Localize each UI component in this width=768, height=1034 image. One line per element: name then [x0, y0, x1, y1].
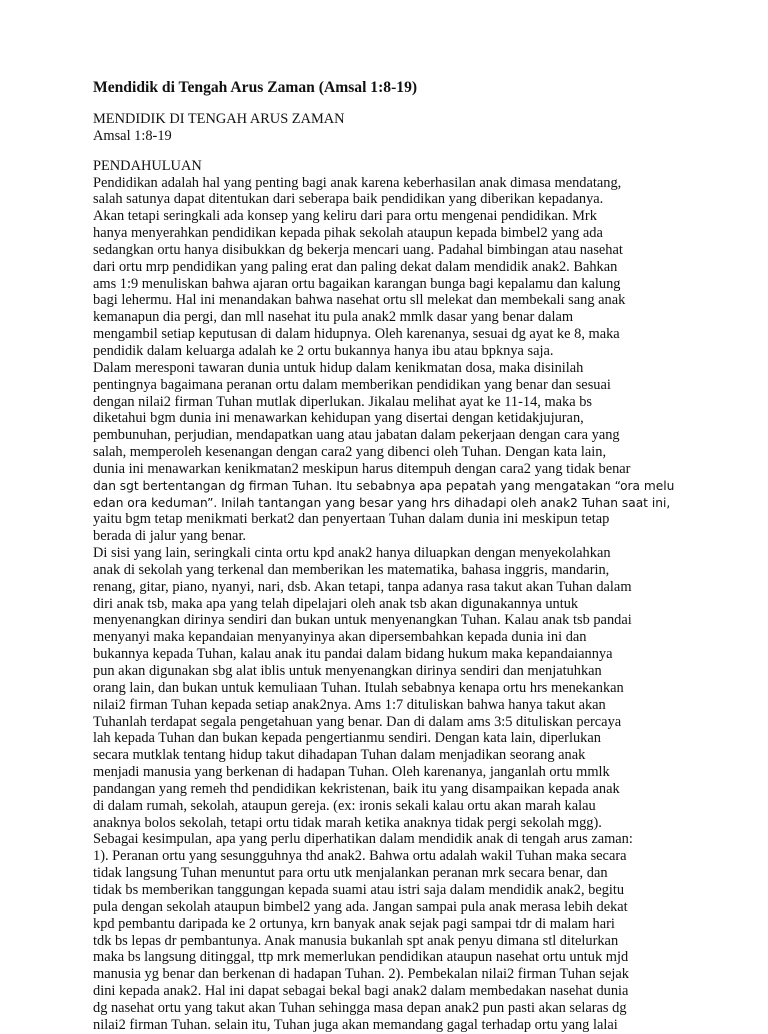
body-line: dan sgt bertentangan dg firman Tuhan. Itu sebabnya apa pepatah yang mengatakan “ora melu	[93, 478, 675, 493]
body-line: dunia ini menawarkan kenikmatan2 meskipun harus ditempuh dengan cara2 yang tidak benar	[93, 460, 631, 477]
body-line: yaitu bgm tetap menikmati berkat2 dan penyertaan Tuhan dalam dunia ini meskipun tetap	[93, 511, 610, 528]
body-line: ams 1:9 menuliskan bahwa ajaran ortu bagaikan karangan bunga bagi kepalamu dan kalung	[93, 275, 621, 292]
body-line: mengambil setiap keputusan di dalam hidupnya. Oleh karenanya, sesuai dg ayat ke 8, maka	[93, 326, 620, 343]
body-text	[93, 158, 683, 1034]
body-line: berada di jalur yang benar.	[93, 528, 247, 545]
body-line: menyanyi maka kepandaian menyanyinya akan dipersembahkan kepada dunia ini dan	[93, 629, 587, 646]
body-line: Tuhanlah terdapat segala pengetahuan yang benar. Dan di dalam ams 3:5 dituliskan percaya	[93, 713, 622, 730]
body-line: anaknya bolos sekolah, tetapi ortu tidak marah ketika anaknya tidak pergi sekolah mgg).	[93, 814, 602, 831]
body-line: diketahui bgm dunia ini menawarkan kehidupan yang disertai dengan ketidakjujuran,	[93, 410, 584, 427]
body-line: kpd pembantu daripada ke 2 ortunya, krn banyak anak sejak pagi sampai tdr di malam hari	[93, 915, 615, 932]
subtitle-block	[93, 111, 683, 145]
body-line: pun akan digunakan sbg alat iblis untuk menyenangkan dirinya sendiri dan menjatuhkan	[93, 663, 602, 679]
document-title: Mendidik di Tengah Arus Zaman (Amsal 1:8-19)	[93, 79, 418, 96]
body-line: manusia yg benar dan berkenan di hadapan Tuhan. 2). Pembekalan nilai2 firman Tuhan sejak	[93, 966, 629, 983]
body-line: dengan nilai2 firman Tuhan mutlak diperlukan. Jikalau melihat ayat ke 11-14, maka bs	[93, 393, 593, 410]
body-line: hanya menyerahkan pendidikan kepada pihak sekolah ataupun kepada bimbel2 yang ada	[93, 225, 603, 242]
body-line: dini kepada anak2. Hal ini dapat sebagai bekal bagi anak2 dalam membedakan nasehat dunia	[93, 983, 629, 1000]
body-line: Dalam meresponi tawaran dunia untuk hidup dalam kenikmatan dosa, maka disinilah	[93, 359, 584, 376]
body-line: tdk bs lepas dr pembantunya. Anak manusia bukanlah spt anak penyu dimana stl ditelurkan	[93, 932, 619, 949]
body-line: renang, gitar, piano, nyanyi, nari, dsb. Akan tetapi, tanpa adanya rasa takut akan Tuhan dalam	[93, 578, 632, 595]
body-line: 1). Peranan ortu yang sesungguhnya thd anak2. Bahwa ortu adalah wakil Tuhan maka secara	[93, 848, 627, 865]
subtitle-reference: Amsal 1:8-19	[93, 127, 172, 144]
body-line: tidak bs memberikan tanggungan kepada suami atau istri saja dalam mendidik anak2, begitu	[93, 881, 625, 898]
body-line: dari ortu mrp pendidikan yang paling erat dan paling dekat dalam mendidik anak2. Bahkan	[93, 258, 618, 275]
body-line: Di sisi yang lain, seringkali cinta ortu kpd anak2 hanya diluapkan dengan menyekolahkan	[93, 545, 611, 562]
body-line: kemanapun dia pergi, dan mll nasehat itu pula anak2 mmlk dasar yang benar dalam	[93, 309, 574, 326]
body-line: pendidik dalam keluarga adalah ke 2 ortu bukannya hanya ibu atau bpknya saja.	[93, 342, 554, 359]
body-line: Akan tetapi seringkali ada konsep yang keliru dari para ortu mengenai pendidikan. Mrk	[93, 208, 597, 225]
body-line: anak di sekolah yang terkenal dan memberikan les matematika, bahasa inggris, mandarin,	[93, 561, 610, 578]
body-line: bagi lehermu. Hal ini menandakan bahwa nasehat ortu sll melekat dan membekali sang anak	[93, 292, 626, 309]
document-content	[93, 78, 683, 1034]
body-line: nilai2 firman Tuhan. selain itu, Tuhan juga akan memandang gagal terhadap ortu yang lalai	[93, 1016, 618, 1033]
body-line: pentingnya bagaimana peranan ortu dalam memberikan pendidikan yang benar dan sesuai	[93, 376, 611, 393]
body-line: nilai2 firman Tuhan kepada setiap anak2nya. Ams 1:7 dituliskan bahwa hanya takut akan	[93, 696, 606, 713]
body-line: diri anak tsb, maka apa yang telah dipelajari oleh anak tsb akan digunakannya untuk	[93, 595, 579, 612]
body-line: orang lain, dan bukan untuk kemuliaan Tuhan. Itulah sebabnya kenapa ortu hrs menekankan	[93, 679, 624, 696]
body-line: Pendidikan adalah hal yang penting bagi anak karena keberhasilan anak dimasa mendatang,	[93, 174, 622, 191]
body-line: salah satunya dapat ditentukan dari seberapa baik pendidikan yang diberikan kepadanya.	[93, 191, 604, 208]
body-line: menjadi manusia yang berkenan di hadapan Tuhan. Oleh karenanya, janganlah ortu mmlk	[93, 764, 610, 781]
body-line: pandangan yang remeh thd pendidikan kekristenan, baik itu yang disampaikan kepada anak	[93, 780, 620, 797]
body-line: salah, memperoleh kesenangan dengan cara2 yang dibenci oleh Tuhan. Dengan kata lain,	[93, 444, 607, 461]
body-line: maka bs langsung ditinggal, ttp mrk memerlukan pendidikan ataupun nasehat ortu untuk mjd	[93, 949, 629, 966]
body-line: secara mutklak tentang hidup takut dihadapan Tuhan dalam menjadikan seorang anak	[93, 747, 586, 764]
body-line: dg nasehat ortu yang takut akan Tuhan sehingga masa depan anak2 pun pasti akan selaras dg	[93, 999, 627, 1016]
body-line: edan ora keduman”. Inilah tantangan yang besar yang hrs dihadapi oleh anak2 Tuhan saat ini,	[93, 495, 671, 510]
body-line: pembunuhan, perjudian, mendapatkan uang atau jabatan dalam pekerjaan dengan cara yang	[93, 427, 620, 444]
subtitle-line: MENDIDIK DI TENGAH ARUS ZAMAN	[93, 111, 345, 127]
body-line: bukannya kepada Tuhan, kalau anak itu pandai dalam bidang hukum maka kepandaiannya	[93, 646, 613, 663]
body-line: tidak langsung Tuhan menuntut para ortu utk menjalankan peranan mrk secara benar, dan	[93, 865, 608, 882]
body-line: sedangkan ortu hanya disibukkan dg bekerja mencari uang. Padahal bimbingan atau nasehat	[93, 241, 623, 258]
body-line: pula dengan sekolah ataupun bimbel2 yang ada. Jangan sampai pula anak merasa lebih dekat	[93, 898, 628, 915]
body-line: menyenangkan dirinya sendiri dan bukan untuk menyenangkan Tuhan. Kalau anak tsb pandai	[93, 612, 632, 629]
body-line: lah kepada Tuhan dan bukan kepada pengertianmu sendiri. Dengan kata lain, diperlukan	[93, 730, 601, 747]
body-line: di dalam rumah, sekolah, ataupun gereja. (ex: ironis sekali kalau ortu akan marah kalau	[93, 797, 596, 814]
body-line: Sebagai kesimpulan, apa yang perlu diperhatikan dalam mendidik anak di tengah arus zaman:	[93, 831, 633, 848]
section-heading: PENDAHULUAN	[93, 157, 202, 174]
